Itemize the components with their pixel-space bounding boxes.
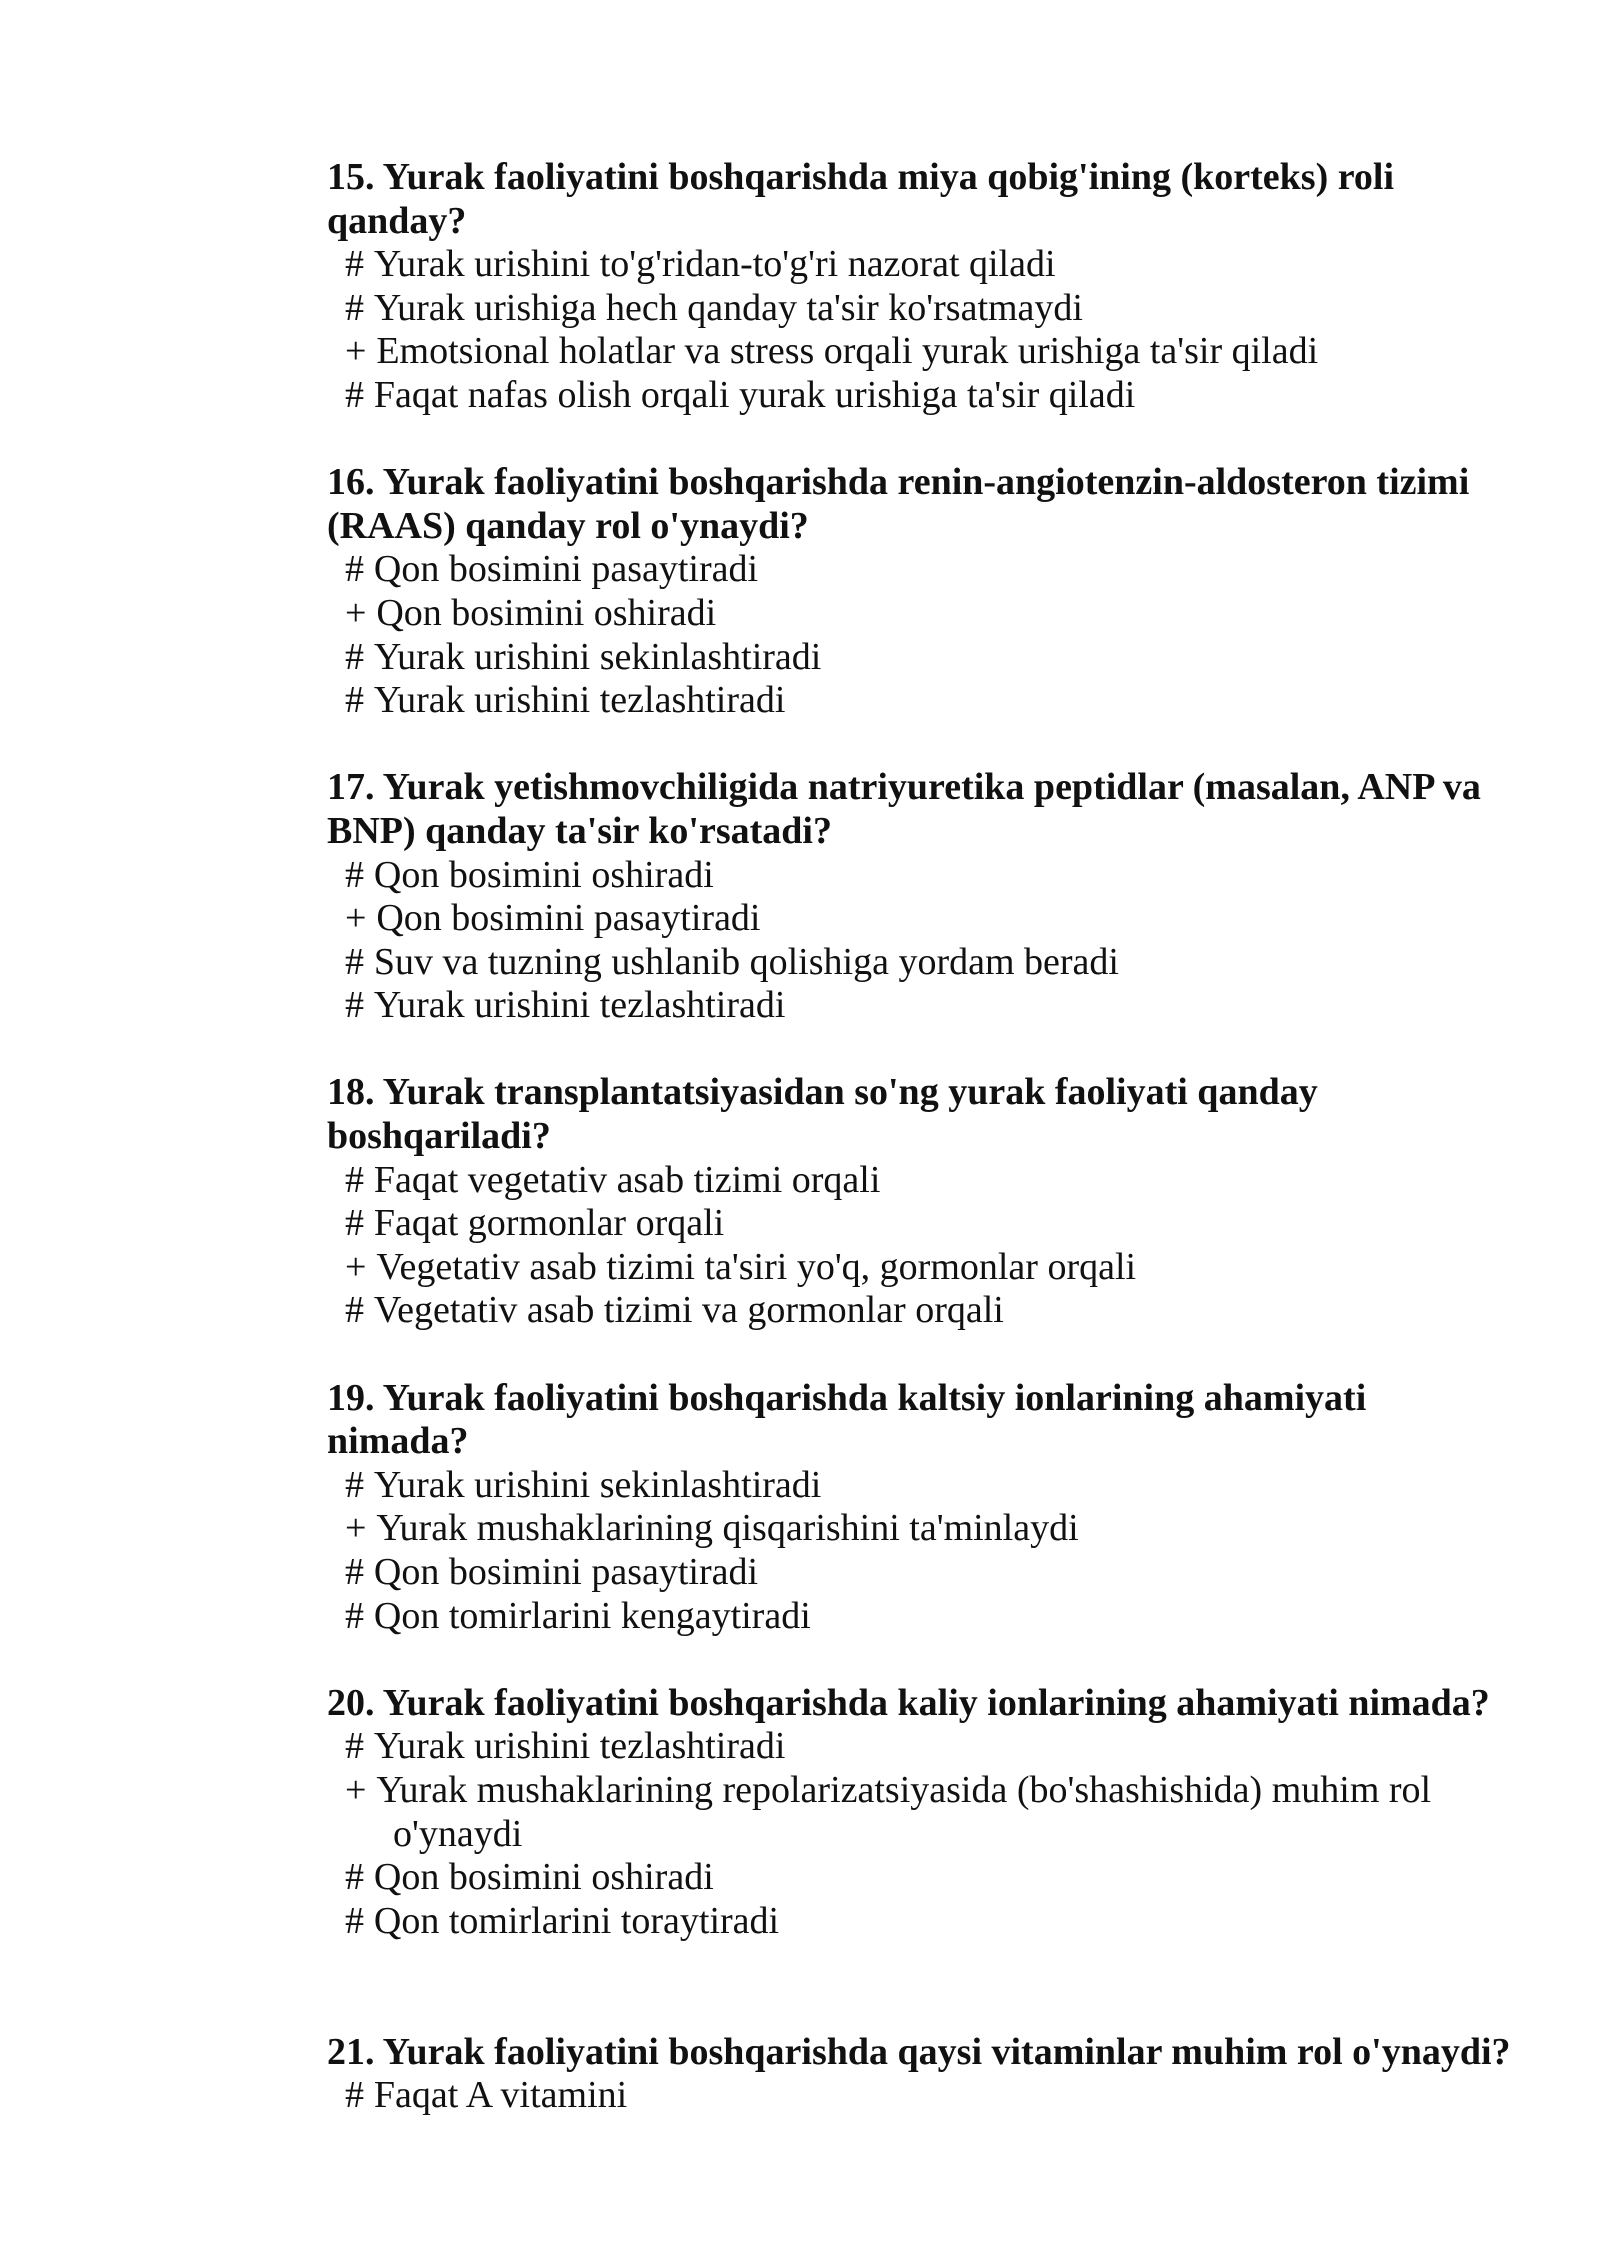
answer-text: Suv va tuzning ushlanib qolishiga yordam beradi — [373, 940, 1119, 983]
question-19 — [327, 1377, 1567, 1639]
answer-marker: # — [345, 286, 364, 329]
question-18 — [327, 1071, 1567, 1333]
answer-option — [327, 287, 1567, 331]
answer-option-correct — [327, 1507, 1567, 1551]
answer-text: Qon bosimini oshiradi — [373, 1856, 714, 1899]
answer-marker: # — [345, 1551, 364, 1593]
answer-marker: # — [345, 940, 364, 983]
answer-option-correct — [327, 330, 1567, 374]
answer-text: Yurak mushaklarining repolarizatsiyasida (bo'shashishida) muhim rol o'ynaydi — [376, 1768, 1432, 1855]
answer-option-correct — [327, 1246, 1567, 1290]
answer-marker: # — [345, 1158, 364, 1201]
answer-option-correct — [327, 897, 1567, 941]
question-text: 21. Yurak faoliyatini boshqarishda qaysi vitaminlar muhim rol o'ynaydi? — [327, 2030, 1511, 2073]
answer-marker: # — [345, 2074, 364, 2117]
question-16 — [327, 461, 1567, 723]
question-list — [327, 156, 1567, 2161]
answer-option — [327, 941, 1567, 985]
answer-text: Yurak urishiga hech qanday ta'sir ko'rsatmaydi — [373, 286, 1083, 329]
question-text: 17. Yurak yetishmovchiligida natriyuretika peptidlar (masalan, ANP va BNP) qanday ta'sir ko'rsatadi? — [327, 766, 1481, 852]
answer-marker: + — [345, 897, 367, 940]
answer-text: Qon bosimini oshiradi — [373, 853, 714, 896]
answer-text: Yurak urishini tezlashtiradi — [373, 679, 786, 722]
answer-text: Yurak urishini sekinlashtiradi — [373, 1463, 822, 1506]
question-text: 16. Yurak faoliyatini boshqarishda renin-angiotenzin-aldosteron tizimi (RAAS) qanday rol o'ynaydi? — [327, 461, 1470, 547]
answer-option — [327, 548, 1567, 592]
answer-text: Qon bosimini oshiradi — [376, 591, 717, 634]
answer-marker: # — [345, 679, 364, 722]
answer-text: Faqat A vitamini — [373, 2074, 628, 2117]
answer-marker: + — [345, 1245, 367, 1288]
answer-marker: # — [345, 243, 364, 286]
answer-option — [327, 1159, 1567, 1203]
answer-option — [327, 1202, 1567, 1246]
answer-text: Qon bosimini pasaytiradi — [376, 897, 761, 940]
answer-option — [327, 1900, 1567, 1944]
answer-option — [327, 2074, 1567, 2118]
answer-option — [327, 679, 1567, 723]
answer-text: Vegetativ asab tizimi va gormonlar orqali — [373, 1289, 1004, 1332]
answer-option — [327, 1289, 1567, 1333]
answer-option — [327, 1595, 1567, 1639]
answer-marker: + — [345, 1507, 367, 1550]
answer-marker: + — [345, 1768, 367, 1811]
answer-text: Yurak urishini tezlashtiradi — [373, 1725, 786, 1768]
answer-option — [327, 374, 1567, 418]
answer-text: Qon tomirlarini toraytiradi — [373, 1899, 780, 1942]
answer-marker: # — [345, 1856, 364, 1899]
answer-marker: # — [345, 1202, 364, 1245]
answer-marker: # — [345, 373, 364, 416]
answer-text: Qon bosimini pasaytiradi — [373, 548, 759, 591]
answer-option — [327, 984, 1567, 1028]
answer-option — [327, 1856, 1567, 1900]
answer-text: Faqat gormonlar orqali — [373, 1202, 725, 1245]
question-text: 18. Yurak transplantatsiyasidan so'ng yurak faoliyati qanday boshqariladi? — [327, 1071, 1318, 1158]
question-17 — [327, 766, 1567, 1028]
answer-marker: # — [345, 1594, 364, 1637]
answer-option — [327, 1551, 1567, 1595]
answer-text: Vegetativ asab tizimi ta'siri yo'q, gormonlar orqali — [376, 1245, 1137, 1288]
answer-marker: # — [345, 1289, 364, 1332]
answer-marker: # — [345, 1463, 364, 1506]
answer-text: Faqat vegetativ asab tizimi orqali — [373, 1158, 881, 1201]
answer-text: Yurak urishini sekinlashtiradi — [373, 635, 822, 678]
answer-option — [327, 636, 1567, 680]
answer-marker: # — [345, 548, 364, 591]
answer-option — [327, 1725, 1567, 1769]
answer-text: Emotsional holatlar va stress orqali yurak urishiga ta'sir qiladi — [376, 330, 1319, 373]
answer-text: Qon bosimini pasaytiradi — [373, 1551, 759, 1593]
answer-option — [327, 243, 1567, 287]
answer-option-correct — [327, 592, 1567, 636]
answer-text: Qon tomirlarini kengaytiradi — [373, 1594, 811, 1637]
question-text: 15. Yurak faoliyatini boshqarishda miya qobig'ining (korteks) roli qanday? — [327, 156, 1395, 242]
question-text: 19. Yurak faoliyatini boshqarishda kaltsiy ionlarining ahamiyati nimada? — [327, 1376, 1367, 1463]
answer-marker: + — [345, 330, 367, 373]
answer-option — [327, 1464, 1567, 1508]
question-text: 20. Yurak faoliyatini boshqarishda kaliy ionlarining ahamiyati nimada? — [327, 1681, 1490, 1724]
answer-marker: # — [345, 1899, 364, 1942]
answer-marker: + — [345, 591, 367, 634]
answer-marker: # — [345, 1725, 364, 1768]
answer-text: Yurak urishini tezlashtiradi — [373, 984, 786, 1027]
answer-marker: # — [345, 984, 364, 1027]
question-21 — [327, 2031, 1567, 2118]
answer-text: Yurak mushaklarining qisqarishini ta'minlaydi — [376, 1507, 1079, 1550]
answer-text: Yurak urishini to'g'ridan-to'g'ri nazorat qiladi — [373, 243, 1056, 286]
question-15 — [327, 156, 1567, 418]
answer-option — [327, 854, 1567, 898]
answer-marker: # — [345, 635, 364, 678]
answer-text: Faqat nafas olish orqali yurak urishiga ta'sir qiladi — [373, 373, 1136, 416]
answer-option-correct — [327, 1769, 1567, 1856]
answer-marker: # — [345, 853, 364, 896]
question-20 — [327, 1682, 1567, 1944]
